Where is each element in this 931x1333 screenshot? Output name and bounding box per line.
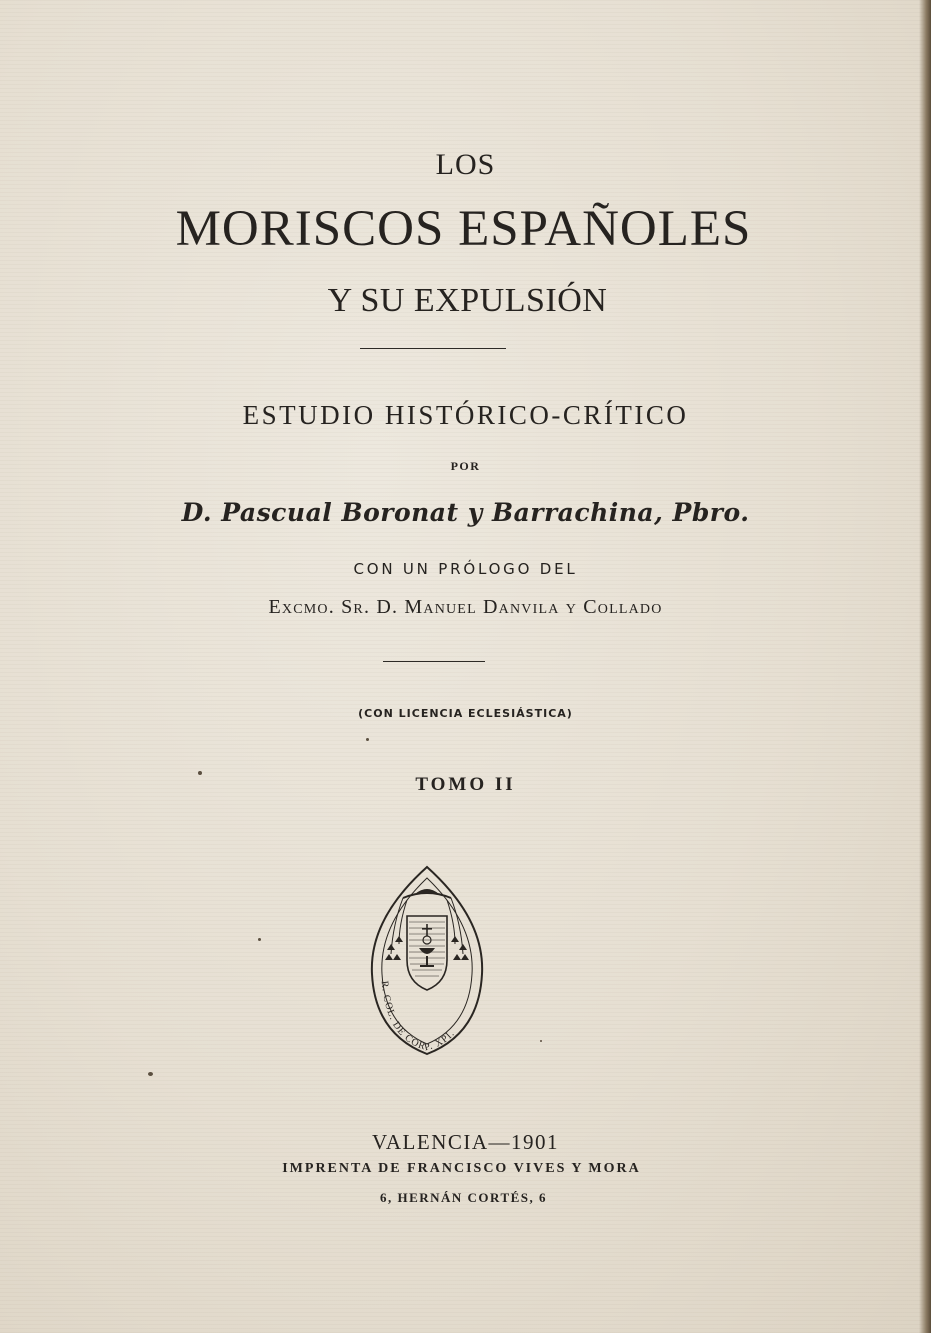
prologue-line: CON UN PRÓLOGO DEL	[353, 560, 578, 578]
printer-name: IMPRENTA DE FRANCISCO VIVES Y MORA	[282, 1161, 641, 1176]
printer-address: 6, HERNÁN CORTÉS, 6	[379, 1190, 548, 1205]
college-seal-icon	[369, 864, 485, 1056]
volume-label: TOMO II	[415, 774, 516, 795]
by-label: POR	[450, 459, 481, 473]
seal-inscription: R. COL. DE CORP. XPI.	[378, 980, 458, 1054]
author-name: D. Pascual Boronat y Barrachina, Pbro.	[181, 498, 750, 527]
book-subtitle: Y SU EXPULSIÓN	[327, 282, 608, 319]
publication-city-year: VALENCIA—1901	[371, 1130, 560, 1154]
paper-speck	[258, 938, 261, 941]
book-title: MORISCOS ESPAÑOLES	[175, 201, 752, 257]
paper-speck	[540, 1040, 542, 1042]
prologue-author: Excmo. Sr. D. Manuel Danvila y Collado	[268, 596, 663, 618]
paper-speck	[198, 771, 202, 775]
title-article: LOS	[435, 148, 496, 181]
study-description: ESTUDIO HISTÓRICO-CRÍTICO	[242, 400, 689, 430]
paper-speck	[148, 1072, 153, 1076]
license-note: (CON LICENCIA ECLESIÁSTICA)	[358, 707, 573, 720]
paper-speck	[366, 738, 369, 741]
divider-rule-bottom	[383, 661, 485, 662]
divider-rule-top	[360, 348, 506, 349]
svg-text:R. COL. DE CORP. XPI.	[379, 980, 458, 1053]
